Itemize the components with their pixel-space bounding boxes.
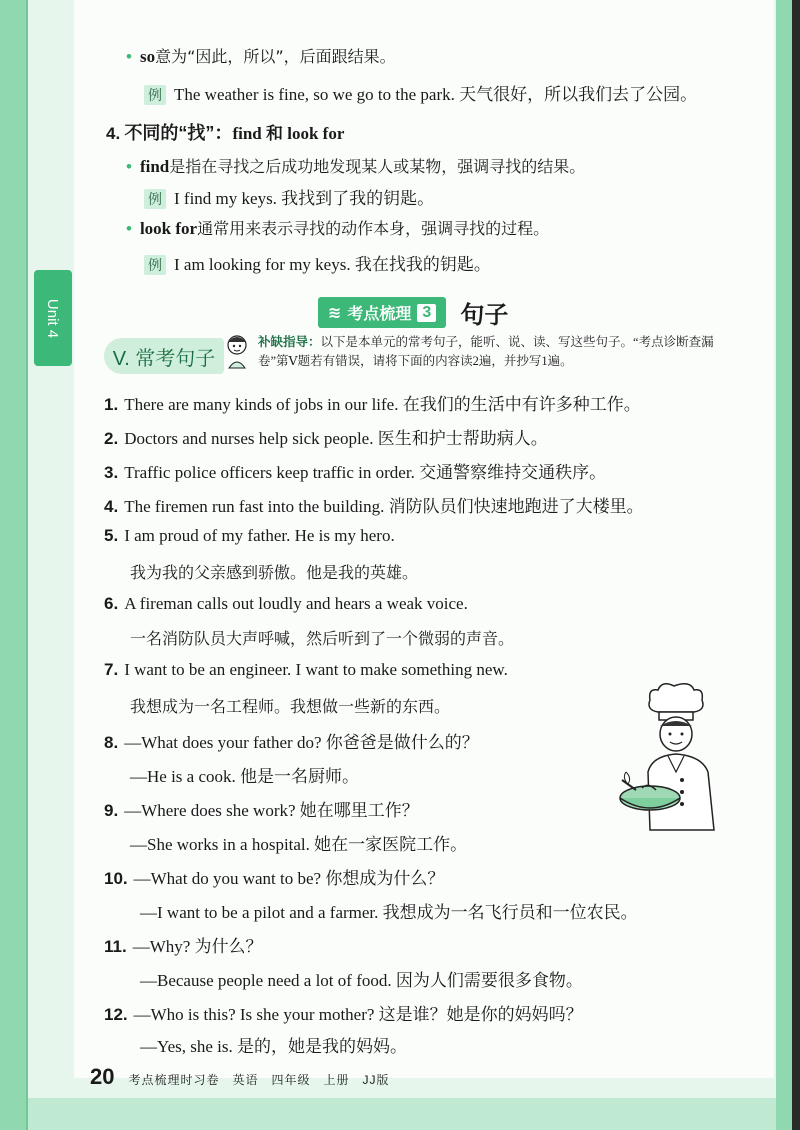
student-avatar-icon [224,332,250,370]
sentence-num: 11. [104,937,127,956]
point4-title-prefix: 不同的“找”： [124,123,233,143]
find-bullet [126,154,585,177]
sentence-8-answer: —He is a cook. 他是一名厨师。 [130,767,360,786]
lookfor-example [144,250,491,275]
lookfor-example-text: I am looking for my keys. 我在找我的钥匙。 [174,255,491,274]
sentence-6 [104,594,468,614]
sentence-10-answer: —I want to be a pilot and a farmer. 我想成为一名飞行员和一位农民。 [140,903,638,922]
note-label: 补缺指导： [258,335,321,349]
example-tag: 例 [144,189,166,209]
sentence-9 [104,796,419,821]
book-binding [792,0,800,1130]
sentence-num: 12. [104,1005,128,1024]
book-title: 考点梳理时习卷 英语 四年级 上册 JJ版 [128,1073,390,1087]
find-text: 是指在寻找之后成功地发现某人或某物，强调寻找的结果。 [169,157,586,176]
section-v-title: V. 常考句子 [112,347,216,370]
find-example-text: I find my keys. 我找到了我的钥匙。 [174,189,435,208]
sentence-text: There are many kinds of jobs in our life. 在我们的生活中有许多种工作。 [124,395,641,414]
sentence-text: —Who is this? Is she your mother? 这是谁？她是你的妈妈吗？ [133,1005,583,1024]
kaodian-badge-label: 考点梳理 [347,306,412,323]
lookfor-term: look for [139,219,198,238]
sentence-text: I am proud of my father. He is my hero. [124,526,395,545]
sentence-text: —Where does she work? 她在哪里工作？ [124,801,419,820]
point4-title-en: find 和 look for [232,124,345,143]
sentence-text: The firemen run fast into the building. 消防队员们快速地跑进了大楼里。 [124,497,644,516]
bullet-dot-icon: • [126,47,132,66]
sentence-num: 8. [104,733,119,752]
bullet-dot-icon: • [126,157,132,176]
so-bullet [126,44,396,67]
sentence-text: —What does your father do? 你爸爸是做什么的？ [124,733,479,752]
sentence-text: A fireman calls out loudly and hears a weak voice. [124,594,468,613]
lookfor-bullet [126,216,549,239]
find-example [144,184,434,209]
kaodian-header [318,295,508,330]
sentence-num: 6. [104,594,119,613]
sentence-10 [104,864,444,889]
kaodian-number: 3 [417,304,436,322]
kaodian-badge [318,297,446,328]
chef-illustration [612,680,742,840]
sentence-num: 10. [104,869,128,888]
sentence-text: I want to be an engineer. I want to make something new. [124,660,508,679]
section-v-title-box [104,338,224,374]
sentence-7-translation: 我想成为一名工程师。我想做一些新的东西。 [130,697,451,716]
sentence-num: 5. [104,526,119,545]
sentence-num: 9. [104,801,119,820]
sentence-text: Doctors and nurses help sick people. 医生和护士帮助病人。 [124,429,548,448]
so-term: so [139,47,156,66]
unit-tab-label: Unit 4 [44,298,62,338]
sentence-num: 2. [104,429,119,448]
so-text: 意为“因此，所以”，后面跟结果。 [155,47,396,66]
footer-band [28,1098,776,1130]
find-term: find [139,157,170,176]
section-v-note [258,333,738,371]
sentence-12-answer: —Yes, she is. 是的，她是我的妈妈。 [140,1037,407,1056]
sentence-5-translation: 我为我的父亲感到骄傲。他是我的英雄。 [130,563,419,582]
sentence-text: —What do you want to be? 你想成为什么？ [133,869,445,888]
sentence-12 [104,1000,583,1025]
bullet-dot-icon: • [126,219,132,238]
sentence-num: 4. [104,497,119,516]
sentence-3 [104,458,606,483]
sentence-1 [104,390,641,415]
so-example [144,80,697,105]
page-number: 20 [90,1064,115,1089]
sentence-9-answer: —She works in a hospital. 她在一家医院工作。 [130,835,468,854]
kaodian-title: 句子 [460,302,509,329]
waves-icon: ≋ [328,304,342,322]
point4-heading [106,119,344,145]
sentence-11 [104,932,263,957]
sentence-text: Traffic police officers keep traffic in order. 交通警察维持交通秩序。 [124,463,607,482]
unit-tab [34,270,72,366]
sentence-5 [104,526,395,546]
example-tag: 例 [144,85,166,105]
sentence-6-translation: 一名消防队员大声呼喊，然后听到了一个微弱的声音。 [130,629,515,648]
lookfor-text: 通常用来表示寻找的动作本身，强调寻找的过程。 [197,219,550,238]
sentence-num: 1. [104,395,119,414]
sentence-11-answer: —Because people need a lot of food. 因为人们需要很多食物。 [140,971,583,990]
point4-num: 4. [106,124,121,143]
sentence-7 [104,660,508,680]
so-example-text: The weather is fine, so we go to the park. 天气很好，所以我们去了公园。 [174,85,698,104]
sentence-text: —Why? 为什么？ [132,937,263,956]
note-text: 以下是本单元的常考句子，能听、说、读、写这些句子。“考点诊断查漏卷”第Ⅴ题若有错误，请将下面的内容读2遍，并抄写1遍。 [258,335,714,368]
sentence-8 [104,728,479,753]
page-footer [90,1064,390,1090]
sentence-num: 3. [104,463,119,482]
sentence-2 [104,424,548,449]
example-tag: 例 [144,255,166,275]
sentence-4 [104,492,644,517]
sentence-num: 7. [104,660,119,679]
